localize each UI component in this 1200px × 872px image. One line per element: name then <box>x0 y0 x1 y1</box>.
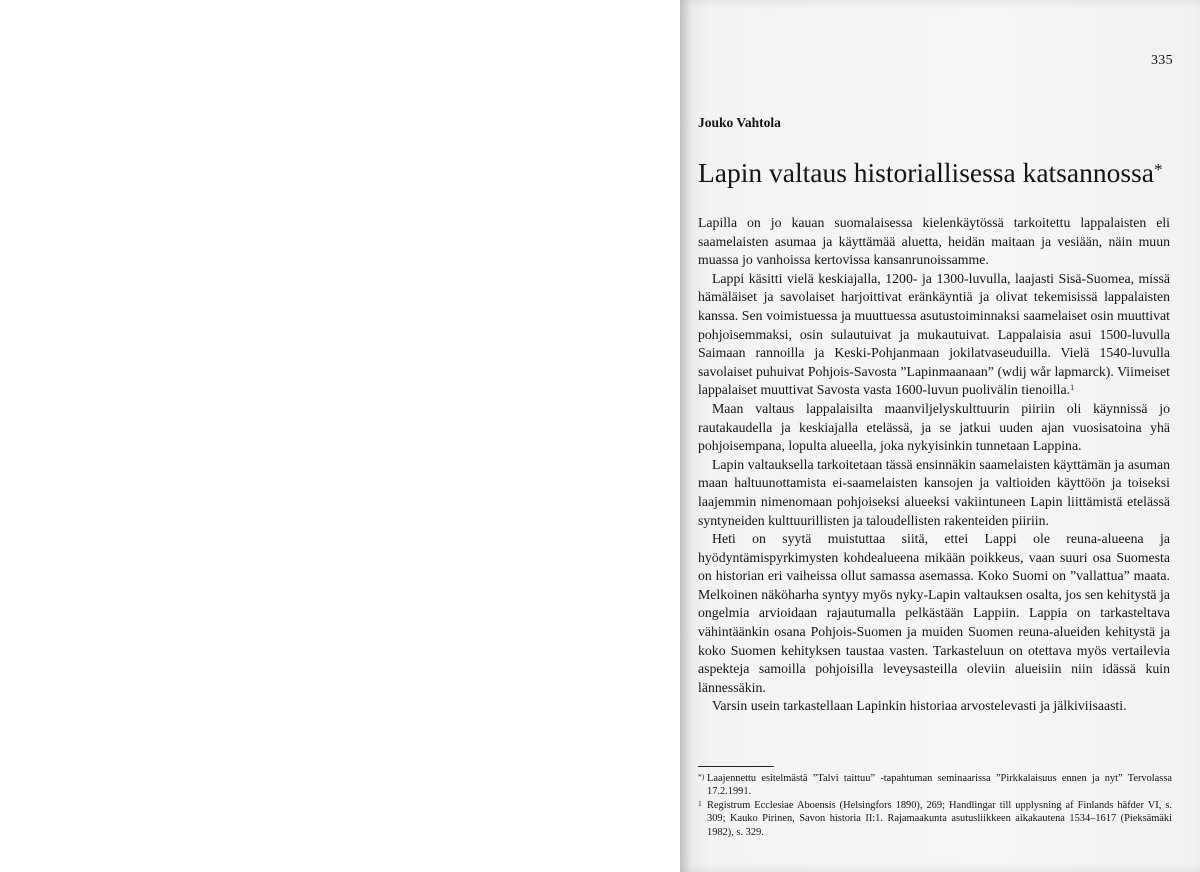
footnote-1-text: Registrum Ecclesiae Aboensis (Helsingfors 1890), 269; Handlingar till upplysning af Finlands häfder VI, s. 309; Kauko Pirinen, Savon historia II:1. Rajamaakunta asutusliikkeen aikakautena 1534–1617 (Pieksämäki 1982), s. 329. <box>707 799 1172 838</box>
footnote-ref-1: 1 <box>1070 383 1075 393</box>
paragraph-3: Maan valtaus lappalaisilta maanviljelyskulttuurin piiriin oli käynnissä jo rautakaudella ja keskiajalla etelässä, ja se jatkui uuden ajan vuosisatoina yhä pohjoisempana, lopulta alueella, joka nykyisinkin tunnetaan Lappina. <box>698 400 1170 454</box>
footnotes <box>698 772 1172 839</box>
page-number: 335 <box>1151 53 1173 68</box>
title-footnote-mark: * <box>1153 160 1163 179</box>
paragraph-1: Lapilla on jo kauan suomalaisessa kielenkäytössä tarkoitettu lappalaisten eli saamelaisten asumaa ja käyttämää aluetta, heidän maitaan ja vesiään, näin muun muassa jo vanhoissa kertovissa kansanrunoissamme. <box>698 215 1170 268</box>
article-title-text: Lapin valtaus historiallisessa katsannossa <box>698 157 1154 188</box>
paragraph-5: Heti on syytä muistuttaa siitä, ettei Lappi ole reuna-alueena ja hyödyntämispyrkimysten kohdealueena mikään poikkeus, vaan suuri osa Suomesta on historian eri vaiheissa ollut samassa asemassa. Koko Suomi on ”vallattua” maata. Melkoinen näköharha syntyy myös nyky-Lapin valtauksen osalta, jos sen kehitystä ja ongelmia arvioidaan rajautumalla pelkästään Lappiin. Lappia on tarkasteltava vähintäänkin osana Pohjois-Suomen ja muiden Suomen reuna-alueiden kehitystä ja koko Suomen kehityksen taustaa vasten. Tarkasteluun on otettava myös vertailevia aspekteja samoilla pohjoisilla leveysasteilla oleviin alueisiin niin idässä kuin lännessäkin. <box>698 531 1170 695</box>
footnote-star-text: Laajennettu esitelmästä ”Talvi taittuu” -tapahtuman seminaarissa ”Pirkkalaisuus ennen ja nyt” Tervolassa 17.2.1991. <box>707 773 1172 798</box>
footnote-star <box>698 772 1172 799</box>
article-body <box>698 214 1170 716</box>
footnote-1-mark: 1 <box>698 798 702 808</box>
footnote-1 <box>698 799 1172 839</box>
paragraph-6: Varsin usein tarkastellaan Lapinkin historiaa arvostelevasti ja jälkiviisaasti. <box>712 698 1127 714</box>
paragraph-2-text: Lappi käsitti vielä keskiajalla, 1200- ja 1300-luvulla, laajasti Sisä-Suomea, missä hämäläiset ja savolaiset harjoittivat eränkäyntiä ja olivat tekemisissä lappalaisten kanssa. Sen voimistuessa ja muuttuessa asutustoiminnaksi saamelaiset osin muuttivat pohjoisemmaksi, osin sulautuivat ja mukautuivat. Lappalaisia asui 1500-luvulla Saimaan rannoilla ja Keski-Pohjanmaan jokilatvaseuduilla. Vielä 1540-luvulla savolaiset puhuivat Pohjois-Savosta ”Lapinmaanaan” (wdij wår lapmarck). Viimeiset lappalaiset muuttivat Savosta vasta 1600-luvun puolivälin tienoilla. <box>698 270 1170 398</box>
paragraph-2 <box>698 270 1170 400</box>
article-title <box>698 155 1188 191</box>
paragraph-4: Lapin valtauksella tarkoitetaan tässä ensinnäkin saamelaisten käyttämän ja asuman maan haltuunottamista ei-saamelaisten kansojen ja valtioiden käyttöön ja toiseksi laajemmin nimenomaan pohjoiseksi alueeksi vakiintuneen Lapin liittämistä etelässä syntyneiden kulttuurillisten ja taloudellisten rakenteiden piiriin. <box>698 456 1170 528</box>
footnote-divider <box>698 766 774 767</box>
author-name: Jouko Vahtola <box>698 115 781 130</box>
footnote-star-mark: *) <box>698 772 705 781</box>
